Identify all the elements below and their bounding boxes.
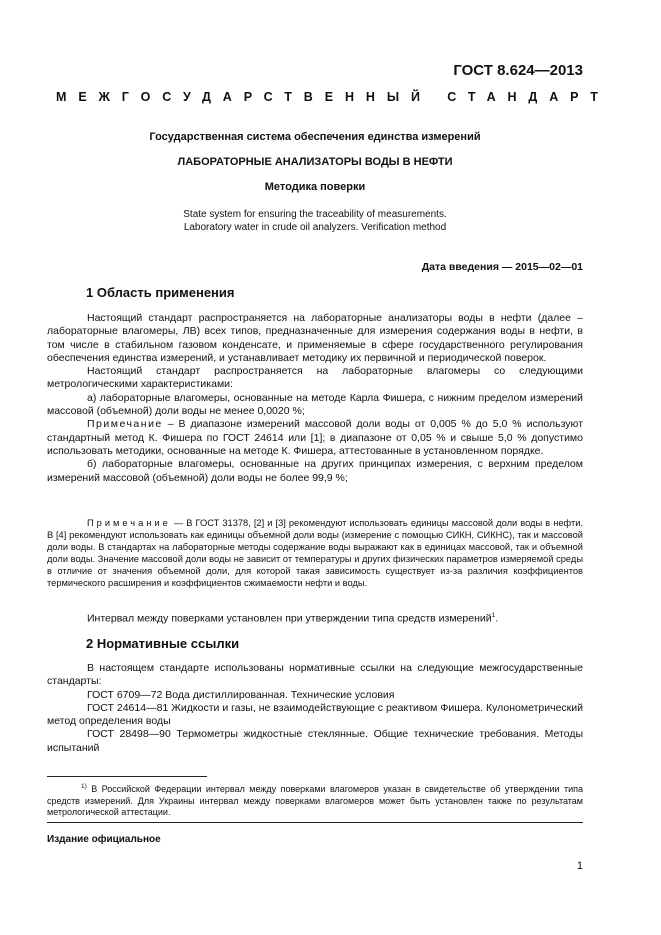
sub-title: Методика поверки [264,181,366,193]
interval-paragraph: Интервал между поверками установлен при утверждении типа средств измерений$^1$. [87,612,499,625]
section-1-body [47,312,583,485]
english-title-line1: State system for ensuring the traceability of measurements. [183,209,447,220]
scope-item-b: б) лабораторные влагомеры, основанные на других принципах измерения, с верхним пределом измерений массовой (объемной) доли воды не более 99,9 %; [47,458,583,484]
note-label: Примечание [87,418,163,431]
reference-item: ГОСТ 6709—72 Вода дистиллированная. Технические условия [87,688,395,701]
references-intro: В настоящем стандарте использованы нормативные ссылки на следующие межгосударственные стандарты: [47,662,583,688]
english-title-line2: Laboratory water in crude oil analyzers. Verification method [183,222,447,233]
main-title: ЛАБОРАТОРНЫЕ АНАЛИЗАТОРЫ ВОДЫ В НЕФТИ [177,156,453,168]
footnote-divider [47,776,207,777]
standard-type-header: МЕЖГОСУДАРСТВЕННЫЙ СТАНДАРТ [56,90,610,104]
edition-divider [47,822,583,823]
footnote [47,781,583,819]
footnote-text: В Российской Федерации интервал между поверками влагомеров указан в свидетельстве об утверждении типа средств измерений. Для Украины интервал между поверками влагомеров может быть установлен также по результатам метрологической аттестации. [47,784,583,818]
reference-item: ГОСТ 28498—90 Термометры жидкостные стеклянные. Общие технические требования. Методы испытаний [47,728,583,754]
english-title [47,208,583,234]
footnote-mark: 1) [81,783,87,790]
reference-item: ГОСТ 24614—81 Жидкости и газы, не взаимодействующие с реактивом Фишера. Кулонометрический метод определения воды [47,701,583,728]
note-text: — В ГОСТ 31378, [2] и [3] рекомендуют использовать единицы массовой доли воды в нефти. В [4] рекомендуют использовать как единицы объемной доли воды (измерение с помощью СИКН, СИКНС), так и массовой доли воды. В стандартах на лабораторные методы содержание воды выражают как в единицах массовой, так и объемной доли воды. Значение массовой доли воды не зависит от температуры и других физических параметров измеряемой среды в отличие от значения объемной доли, для которой такая зависимость существует из-за различия коэффициентов термического расширения и коэффициентов сжимаемости нефти и воды. [47,518,583,588]
note-text: – В диапазоне измерений массовой доли воды от 0,005 % до 5,0 % используют стандартный метод К. Фишера по ГОСТ 24614 или [1]; в диапазоне от 0,05 % и свыше 5,0 % допустимо использовать методики, основанные на методе К. Фишера, аттестованные в установленном порядке. [47,418,583,457]
section-1-note [47,518,583,589]
system-title: Государственная система обеспечения единства измерений [149,131,481,143]
document-number: ГОСТ 8.624—2013 [453,62,583,79]
scope-paragraph-1: Настоящий стандарт распространяется на лабораторные анализаторы воды в нефти (далее – лабораторные влагомеры, ЛВ) всех типов, предназначенные для измерения содержания воды в нефти, в том числе в стабильном газовом конденсате, и применяемые в сфере государственного регулирования обеспечения единства измерений, и устанавливает методику их первичной и периодической поверок. [47,312,583,364]
page-number: 1 [576,860,583,872]
edition-label: Издание официальное [47,834,161,845]
scope-paragraph-2: Настоящий стандарт распространяется на лабораторные влагомеры со следующими метрологическими характеристиками: [47,365,583,391]
scope-note-inline [47,418,583,458]
scope-item-a: а) лабораторные влагомеры, основанные на методе Карла Фишера, с нижним пределом измерений массовой (объемной) доли воды не менее 0,0020 %; [47,391,583,418]
note-label: Примечание [87,518,171,528]
interval-text: Интервал между поверками установлен при утверждении типа средств измерений [87,612,492,625]
section-2-heading: 2 Нормативные ссылки [86,636,240,651]
footnote-ref: 1 [491,612,496,619]
section-2-body [47,662,583,755]
section-1-heading: 1 Область применения [86,285,235,300]
introduction-date: Дата введения — 2015—02—01 [421,261,583,273]
